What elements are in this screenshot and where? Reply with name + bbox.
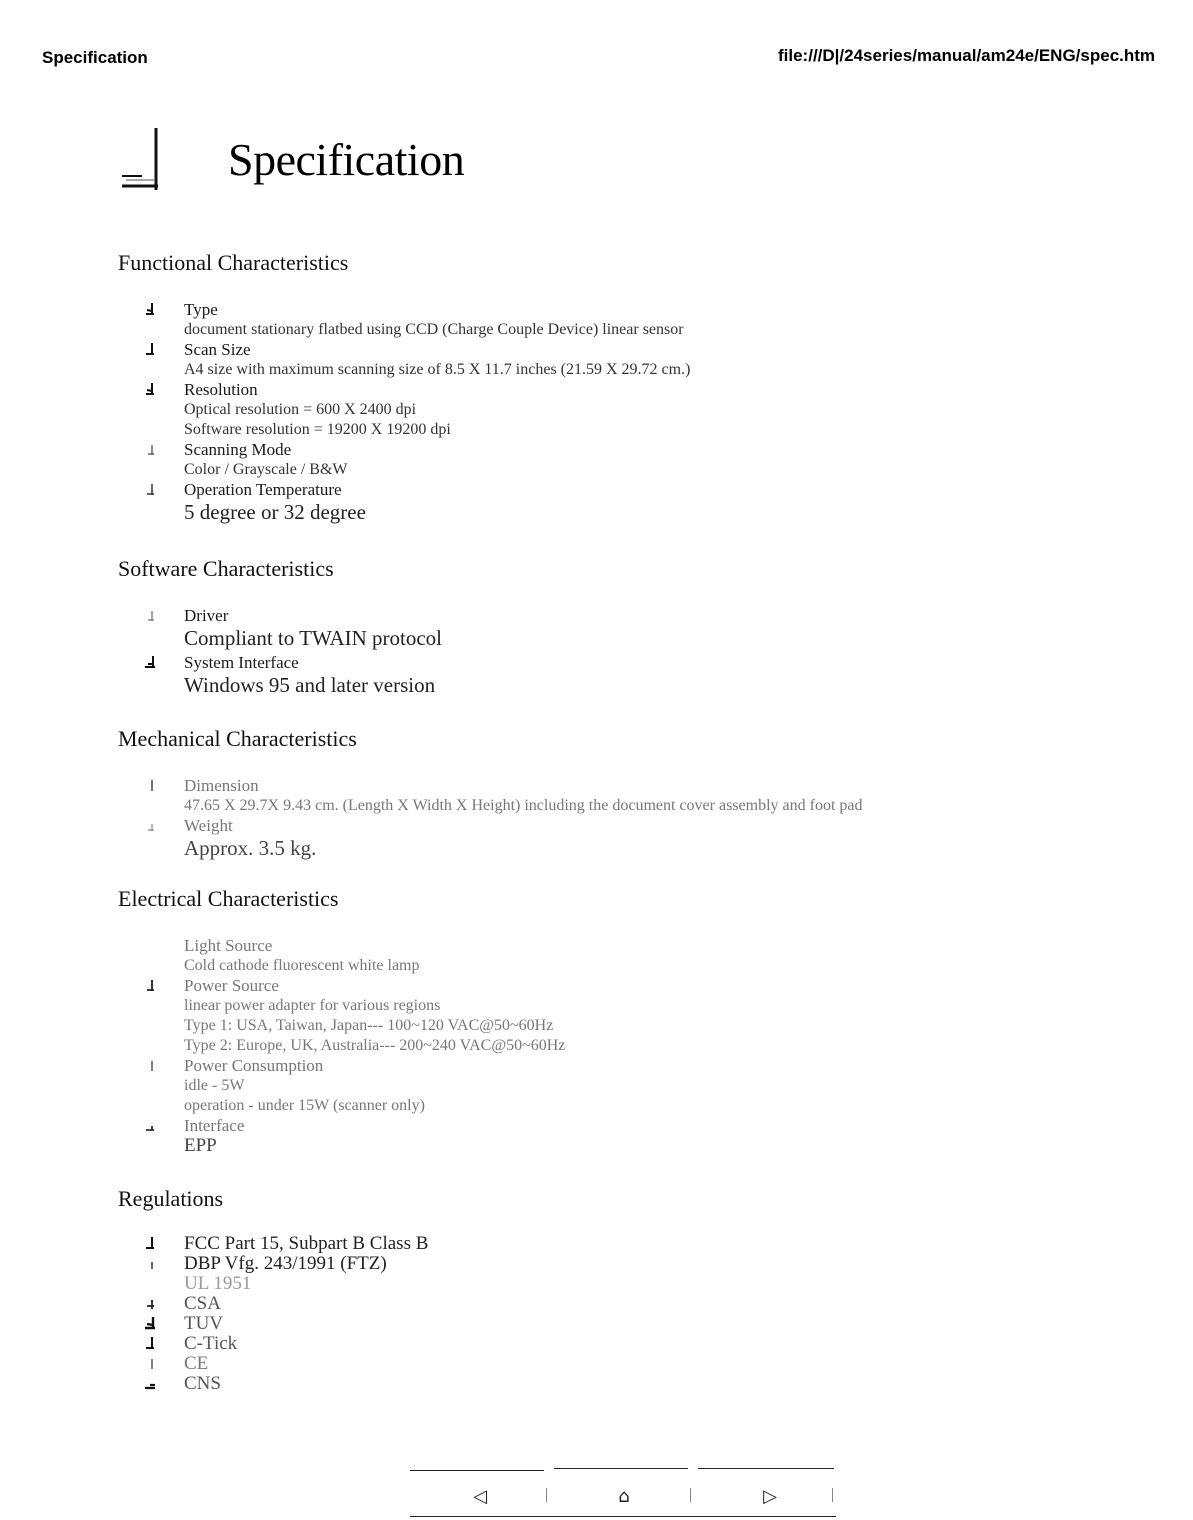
item-value: 47.65 X 29.7X 9.43 cm. (Length X Width X Height) including the document cover assembly and foot pad bbox=[184, 797, 863, 814]
item-value: Optical resolution = 600 X 2400 dpi bbox=[184, 401, 417, 418]
item-label: Scanning Mode bbox=[184, 440, 292, 459]
item-value: Type 1: USA, Taiwan, Japan--- 100~120 VAC@50~60Hz bbox=[184, 1017, 554, 1034]
list-item bbox=[184, 936, 565, 976]
list-item bbox=[184, 816, 862, 861]
list-item bbox=[184, 1294, 428, 1314]
bullet-icon bbox=[144, 1296, 156, 1310]
item-label: Interface bbox=[184, 1116, 245, 1135]
list-item bbox=[184, 1354, 428, 1374]
item-label: DBP Vfg. 243/1991 (FTZ) bbox=[184, 1253, 387, 1274]
item-value: EPP bbox=[184, 1135, 217, 1156]
item-label: Driver bbox=[184, 606, 229, 625]
item-label: System Interface bbox=[184, 653, 299, 672]
list-item bbox=[184, 380, 690, 440]
bullet-icon bbox=[144, 1356, 156, 1370]
item-label: CNS bbox=[184, 1373, 221, 1394]
bullet-icon bbox=[144, 1336, 156, 1350]
bullet-icon bbox=[144, 608, 156, 622]
item-value: Approx. 3.5 kg. bbox=[184, 836, 317, 860]
list-item bbox=[184, 1274, 428, 1294]
item-value: Type 2: Europe, UK, Australia--- 200~240 VAC@50~60Hz bbox=[184, 1037, 566, 1054]
document-icon bbox=[118, 124, 168, 194]
section-mechanical bbox=[118, 726, 1178, 860]
bullet-icon bbox=[144, 1376, 156, 1390]
list-item bbox=[184, 1234, 428, 1254]
home-button[interactable]: ⌂ bbox=[618, 1486, 630, 1507]
list-item bbox=[184, 440, 690, 480]
item-label: Operation Temperature bbox=[184, 480, 342, 499]
item-label: Power Consumption bbox=[184, 1056, 324, 1075]
item-value: operation - under 15W (scanner only) bbox=[184, 1097, 425, 1114]
item-label: Scan Size bbox=[184, 340, 251, 359]
list-item bbox=[184, 480, 690, 525]
item-value: Cold cathode fluorescent white lamp bbox=[184, 957, 420, 974]
item-label: Power Source bbox=[184, 976, 279, 995]
item-label: UL 1951 bbox=[184, 1273, 252, 1294]
section-heading: Functional Characteristics bbox=[118, 250, 349, 275]
bullet-icon bbox=[144, 302, 156, 316]
header-file-path: file:///D|/24series/manual/am24e/ENG/spec.htm bbox=[778, 46, 1156, 65]
list-item bbox=[184, 1334, 428, 1354]
item-value: 5 degree or 32 degree bbox=[184, 500, 366, 524]
section-heading: Mechanical Characteristics bbox=[118, 726, 357, 751]
item-value: linear power adapter for various regions bbox=[184, 997, 441, 1014]
bullet-icon bbox=[144, 482, 156, 496]
bullet-icon bbox=[144, 442, 156, 456]
list-item bbox=[184, 1056, 565, 1116]
page-navigation bbox=[410, 1466, 836, 1520]
list-item bbox=[184, 776, 862, 816]
section-functional bbox=[118, 250, 1178, 524]
item-label: Resolution bbox=[184, 380, 258, 399]
header-page-title: Specification bbox=[42, 48, 148, 67]
section-heading: Electrical Characteristics bbox=[118, 886, 339, 911]
bullet-icon bbox=[144, 978, 156, 992]
list-item bbox=[184, 1374, 428, 1394]
list-item bbox=[184, 1254, 428, 1274]
list-item bbox=[184, 300, 690, 340]
section-regulations bbox=[118, 1186, 1178, 1394]
item-value: A4 size with maximum scanning size of 8.5 X 11.7 inches (21.59 X 29.72 cm.) bbox=[184, 361, 691, 378]
item-label: TUV bbox=[184, 1313, 224, 1334]
section-software bbox=[118, 556, 1178, 697]
list-item bbox=[184, 1116, 565, 1156]
next-page-button[interactable]: ▷ bbox=[763, 1486, 777, 1507]
section-electrical bbox=[118, 886, 1178, 1156]
list-item bbox=[184, 340, 690, 380]
item-label: CE bbox=[184, 1353, 209, 1374]
item-value: Compliant to TWAIN protocol bbox=[184, 626, 442, 650]
list-item bbox=[184, 606, 442, 651]
item-label: C-Tick bbox=[184, 1333, 238, 1354]
item-value: Windows 95 and later version bbox=[184, 673, 436, 697]
bullet-icon bbox=[144, 1058, 156, 1072]
section-heading: Software Characteristics bbox=[118, 556, 334, 581]
list-item bbox=[184, 1314, 428, 1334]
bullet-icon bbox=[144, 1236, 156, 1250]
bullet-icon bbox=[144, 342, 156, 356]
bullet-icon bbox=[144, 655, 156, 669]
item-label: Dimension bbox=[184, 776, 259, 795]
bullet-icon bbox=[144, 778, 156, 792]
item-label: Light Source bbox=[184, 936, 273, 955]
bullet-icon bbox=[144, 382, 156, 396]
item-label: Type bbox=[184, 300, 218, 319]
item-value: idle - 5W bbox=[184, 1077, 245, 1094]
page-title: Specification bbox=[228, 134, 465, 185]
bullet-icon bbox=[144, 1256, 156, 1270]
bullet-icon bbox=[144, 1316, 156, 1330]
bullet-icon bbox=[144, 818, 156, 832]
list-item bbox=[184, 976, 565, 1056]
item-label: CSA bbox=[184, 1293, 221, 1314]
item-value: Software resolution = 19200 X 19200 dpi bbox=[184, 421, 451, 438]
prev-page-button[interactable]: ◁ bbox=[473, 1486, 487, 1507]
item-label: FCC Part 15, Subpart B Class B bbox=[184, 1233, 429, 1254]
list-item bbox=[184, 653, 442, 698]
item-value: Color / Grayscale / B&W bbox=[184, 461, 348, 478]
item-value: document stationary flatbed using CCD (Charge Couple Device) linear sensor bbox=[184, 321, 684, 338]
bullet-icon bbox=[144, 1118, 156, 1132]
section-heading: Regulations bbox=[118, 1186, 224, 1211]
item-label: Weight bbox=[184, 816, 233, 835]
